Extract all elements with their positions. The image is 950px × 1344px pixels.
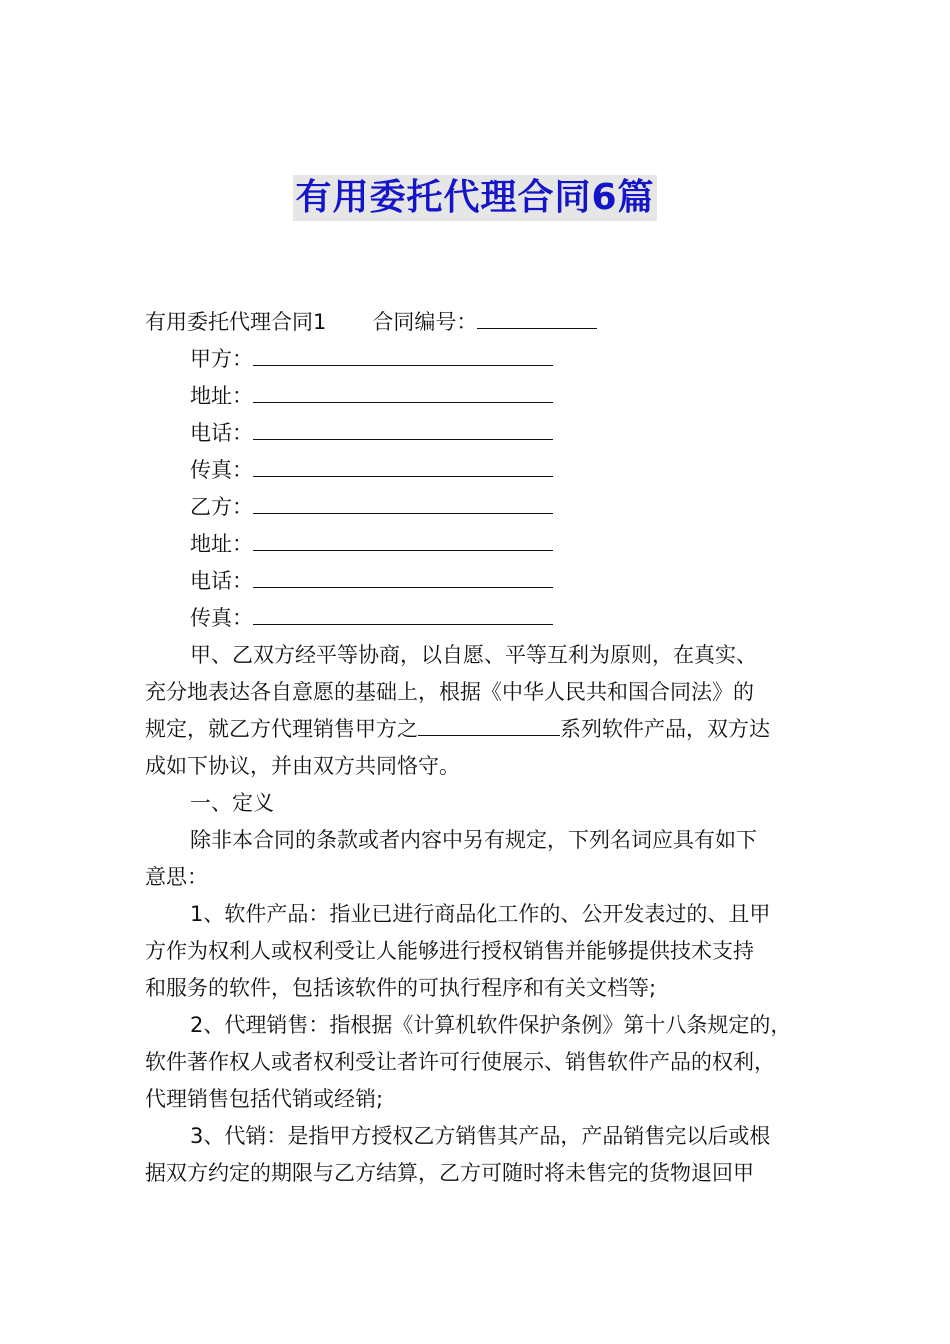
paragraph-line: 意思： (145, 865, 208, 889)
paragraph-line: 成如下协议，并由双方共同恪守。 (145, 754, 460, 778)
field-label: 传真： (190, 458, 253, 482)
definition-item-2 (145, 1007, 809, 1118)
definition-lead-paragraph (145, 822, 809, 896)
party-a-address-field (145, 378, 809, 415)
text-segment: 规定，就乙方代理销售甲方之 (145, 717, 418, 741)
paragraph-line: 1、软件产品：指业已进行商品化工作的、公开发表过的、且甲 (190, 902, 771, 926)
contract-no-label: 合同编号： (372, 310, 478, 334)
party-a-address-blank[interactable] (253, 380, 553, 403)
field-label: 电话： (190, 421, 253, 445)
paragraph-line: 除非本合同的条款或者内容中另有规定，下列名词应具有如下 (190, 828, 757, 852)
text-segment: 系列软件产品，双方达 (560, 717, 770, 741)
party-b-field (145, 489, 809, 526)
product-series-blank[interactable] (418, 713, 560, 736)
document-title-wrapper (0, 175, 950, 221)
paragraph-line: 据双方约定的期限与乙方结算，乙方可随时将未售完的货物退回甲 (145, 1161, 754, 1185)
field-label: 传真： (190, 606, 253, 630)
party-b-address-field (145, 526, 809, 563)
definition-item-3 (145, 1118, 809, 1192)
party-b-fax-blank[interactable] (253, 602, 553, 625)
contract-no-blank[interactable] (477, 306, 597, 329)
field-label: 地址： (190, 532, 253, 556)
document-body (145, 304, 809, 1192)
party-a-fax-field (145, 452, 809, 489)
section-heading: 一、定义 (190, 791, 274, 815)
field-label: 乙方： (190, 495, 253, 519)
document-title: 有用委托代理合同6篇 (293, 175, 656, 221)
paragraph-line: 甲、乙双方经平等协商，以自愿、平等互利为原则，在真实、 (190, 643, 757, 667)
party-a-field (145, 341, 809, 378)
party-b-phone-blank[interactable] (253, 565, 553, 588)
paragraph-line: 和服务的软件，包括该软件的可执行程序和有关文档等; (145, 976, 657, 1000)
definition-item-1 (145, 896, 809, 1007)
party-b-address-blank[interactable] (253, 528, 553, 551)
field-label: 甲方： (190, 347, 253, 371)
party-a-phone-blank[interactable] (253, 417, 553, 440)
paragraph-line (145, 711, 809, 748)
party-b-blank[interactable] (253, 491, 553, 514)
party-a-fax-blank[interactable] (253, 454, 553, 477)
paragraph-line: 方作为权利人或权利受让人能够进行授权销售并能够提供技术支持 (145, 939, 754, 963)
paragraph-line: 软件著作权人或者权利受让者许可行使展示、销售软件产品的权利， (145, 1050, 775, 1074)
party-a-blank[interactable] (253, 343, 553, 366)
party-b-phone-field (145, 563, 809, 600)
field-label: 地址： (190, 384, 253, 408)
paragraph-line: 2、代理销售：指根据《计算机软件保护条例》第十八条规定的， (190, 1013, 792, 1037)
intro-paragraph (145, 637, 809, 785)
party-a-phone-field (145, 415, 809, 452)
contract-header-line (145, 304, 809, 341)
paragraph-line: 3、代销：是指甲方授权乙方销售其产品，产品销售完以后或根 (190, 1124, 771, 1148)
field-label: 电话： (190, 569, 253, 593)
paragraph-line: 代理销售包括代销或经销; (145, 1087, 384, 1111)
party-b-fax-field (145, 600, 809, 637)
paragraph-line: 充分地表达各自意愿的基础上，根据《中华人民共和国合同法》的 (145, 680, 754, 704)
contract-name: 有用委托代理合同1 (145, 310, 327, 334)
